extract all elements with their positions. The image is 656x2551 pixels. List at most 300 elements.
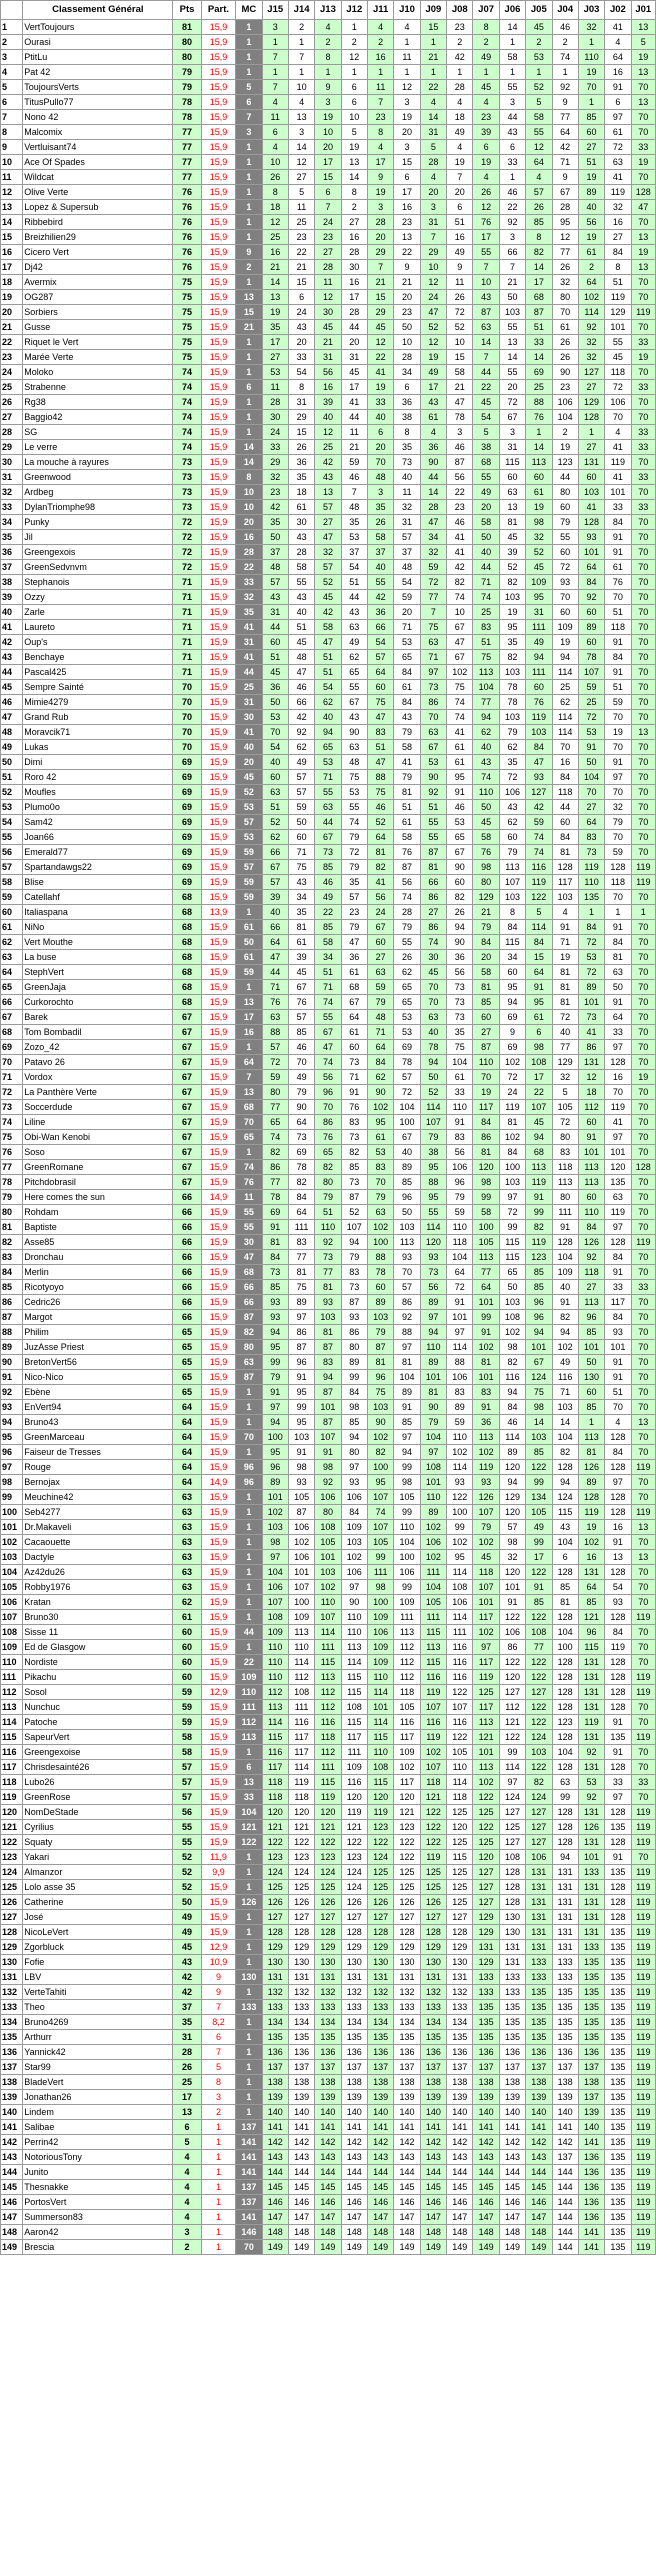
table-cell: 3 (394, 140, 420, 155)
table-cell: 100 (394, 1115, 420, 1130)
table-cell: 149 (262, 2240, 288, 2255)
table-cell: 30 (262, 410, 288, 425)
table-cell: 122 (473, 1820, 499, 1835)
table-cell: 41 (341, 395, 367, 410)
table-cell: 71 (288, 845, 314, 860)
table-cell: 101 (447, 1310, 473, 1325)
table-cell: 113 (394, 1625, 420, 1640)
table-cell: 8 (341, 185, 367, 200)
table-cell: 131 (578, 1700, 604, 1715)
table-cell: 138 (262, 2075, 288, 2090)
table-cell: 44 (552, 800, 578, 815)
table-cell: 17 (420, 380, 446, 395)
table-cell: 29 (367, 305, 393, 320)
table-cell: 58 (473, 515, 499, 530)
table-cell: 84 (341, 1505, 367, 1520)
table-cell: 69 (394, 1040, 420, 1055)
table-row (1, 1715, 656, 1730)
table-cell: 20 (447, 185, 473, 200)
table-cell: 13 (236, 1775, 262, 1790)
table-cell: 110 (367, 1745, 393, 1760)
table-cell: 49 (526, 1520, 552, 1535)
table-cell: 135 (473, 2000, 499, 2015)
rank-cell: 148 (1, 2225, 23, 2240)
table-cell: 15,9 (201, 425, 235, 440)
table-cell: 15,9 (201, 1055, 235, 1070)
table-cell: 1 (262, 65, 288, 80)
table-cell: 45 (473, 80, 499, 95)
table-cell: 136 (578, 2165, 604, 2180)
table-cell: 70 (631, 1580, 655, 1595)
player-name: Nunchuc (23, 1700, 173, 1715)
table-cell: 1 (236, 1595, 262, 1610)
table-cell: 45 (473, 395, 499, 410)
rank-cell: 66 (1, 995, 23, 1010)
table-cell: 63 (605, 1190, 631, 1205)
table-cell: 138 (578, 2075, 604, 2090)
table-cell: 22 (420, 80, 446, 95)
table-cell: 54 (341, 560, 367, 575)
table-cell: 85 (394, 1175, 420, 1190)
rank-cell: 100 (1, 1505, 23, 1520)
table-cell: 1 (236, 1850, 262, 1865)
table-cell: 70 (631, 110, 655, 125)
table-cell: 94 (526, 650, 552, 665)
table-cell: 11 (367, 80, 393, 95)
table-cell: 112 (315, 1745, 341, 1760)
points-cell: 68 (173, 905, 201, 920)
table-cell: 139 (262, 2090, 288, 2105)
table-cell: 128 (552, 1565, 578, 1580)
table-cell: 62 (288, 740, 314, 755)
table-cell: 98 (526, 515, 552, 530)
table-cell: 20 (473, 500, 499, 515)
table-cell: 4 (420, 95, 446, 110)
table-cell: 115 (578, 1640, 604, 1655)
player-name: Moravcik71 (23, 725, 173, 740)
rank-cell: 127 (1, 1910, 23, 1925)
table-cell: 97 (420, 1310, 446, 1325)
table-cell: 27 (578, 380, 604, 395)
table-cell: 15,9 (201, 1805, 235, 1820)
table-cell: 5 (526, 905, 552, 920)
table-cell: 125 (473, 1685, 499, 1700)
table-cell: 91 (578, 1130, 604, 1145)
column-header: J12 (341, 1, 367, 20)
table-cell: 128 (552, 1835, 578, 1850)
table-cell: 119 (631, 1835, 655, 1850)
table-cell: 139 (473, 2090, 499, 2105)
table-cell: 89 (367, 1295, 393, 1310)
table-cell: 10 (341, 110, 367, 125)
table-cell: 135 (605, 2000, 631, 2015)
table-cell: 26 (447, 905, 473, 920)
table-cell: 91 (605, 1715, 631, 1730)
table-cell: 60 (473, 1010, 499, 1025)
table-cell: 33 (288, 350, 314, 365)
table-cell: 100 (552, 1640, 578, 1655)
table-cell: 112 (394, 1655, 420, 1670)
table-row (1, 860, 656, 875)
table-cell: 110 (236, 1685, 262, 1700)
table-cell: 1 (236, 2090, 262, 2105)
table-cell: 115 (367, 1730, 393, 1745)
table-cell: 146 (420, 2195, 446, 2210)
table-cell: 101 (605, 320, 631, 335)
table-cell: 143 (262, 2150, 288, 2165)
points-cell: 75 (173, 290, 201, 305)
table-cell: 114 (552, 710, 578, 725)
table-cell: 91 (341, 1085, 367, 1100)
table-cell: 145 (473, 2180, 499, 2195)
table-cell: 33 (447, 1085, 473, 1100)
table-cell: 15,9 (201, 1700, 235, 1715)
table-cell: 129 (473, 1955, 499, 1970)
table-cell: 42 (315, 605, 341, 620)
rank-cell: 93 (1, 1400, 23, 1415)
table-cell: 1 (499, 170, 525, 185)
table-cell: 143 (341, 2150, 367, 2165)
table-cell: 140 (578, 2120, 604, 2135)
rank-cell: 30 (1, 455, 23, 470)
table-cell: 23 (315, 230, 341, 245)
table-cell: 26 (473, 185, 499, 200)
points-cell: 76 (173, 185, 201, 200)
table-cell: 137 (341, 2060, 367, 2075)
table-cell: 119 (631, 2150, 655, 2165)
table-cell: 143 (473, 2150, 499, 2165)
table-cell: 53 (394, 1010, 420, 1025)
table-cell: 84 (499, 1145, 525, 1160)
table-cell: 15,9 (201, 935, 235, 950)
table-cell: 67 (420, 740, 446, 755)
table-cell: 96 (526, 1310, 552, 1325)
table-cell: 55 (315, 1010, 341, 1025)
table-cell: 119 (631, 860, 655, 875)
rank-cell: 38 (1, 575, 23, 590)
table-cell: 86 (262, 1160, 288, 1175)
table-cell: 1 (236, 365, 262, 380)
player-name: Pat 42 (23, 65, 173, 80)
table-cell: 15 (420, 20, 446, 35)
points-cell: 67 (173, 1175, 201, 1190)
table-cell: 57 (315, 500, 341, 515)
table-cell: 7 (262, 80, 288, 95)
table-cell: 63 (236, 1355, 262, 1370)
table-cell: 64 (552, 125, 578, 140)
table-cell: 146 (499, 2195, 525, 2210)
table-cell: 79 (341, 920, 367, 935)
points-cell: 68 (173, 950, 201, 965)
points-cell: 80 (173, 50, 201, 65)
table-cell: 128 (262, 1925, 288, 1940)
table-cell: 132 (315, 1985, 341, 2000)
rank-cell: 126 (1, 1895, 23, 1910)
table-cell: 128 (605, 1910, 631, 1925)
rank-cell: 26 (1, 395, 23, 410)
table-cell: 27 (341, 215, 367, 230)
points-cell: 72 (173, 545, 201, 560)
table-cell: 55 (526, 125, 552, 140)
table-cell: 109 (552, 620, 578, 635)
table-cell: 75 (367, 695, 393, 710)
table-cell: 133 (526, 1955, 552, 1970)
rank-cell: 49 (1, 740, 23, 755)
rank-cell: 69 (1, 1040, 23, 1055)
table-cell: 103 (526, 1430, 552, 1445)
table-cell: 51 (605, 680, 631, 695)
table-row (1, 1490, 656, 1505)
table-cell: 142 (526, 2135, 552, 2150)
table-cell: 31 (236, 695, 262, 710)
table-cell: 60 (341, 1040, 367, 1055)
points-cell: 5 (173, 2135, 201, 2150)
rank-cell: 104 (1, 1565, 23, 1580)
table-cell: 50 (394, 1205, 420, 1220)
table-cell: 95 (552, 215, 578, 230)
table-cell: 139 (526, 2090, 552, 2105)
table-cell: 57 (394, 1280, 420, 1295)
table-row (1, 845, 656, 860)
table-cell: 46 (499, 1415, 525, 1430)
table-cell: 82 (262, 1145, 288, 1160)
table-cell: 70 (631, 1430, 655, 1445)
table-cell: 71 (552, 1385, 578, 1400)
table-cell: 99 (499, 1745, 525, 1760)
table-cell: 142 (262, 2135, 288, 2150)
table-cell: 103 (367, 1400, 393, 1415)
table-cell: 19 (631, 50, 655, 65)
table-cell: 87 (341, 1190, 367, 1205)
table-row (1, 605, 656, 620)
table-cell: 46 (341, 470, 367, 485)
table-cell: 111 (526, 665, 552, 680)
table-cell: 112 (288, 1670, 314, 1685)
table-cell: 147 (473, 2210, 499, 2225)
table-cell: 136 (578, 2195, 604, 2210)
table-cell: 149 (499, 2240, 525, 2255)
table-cell: 86 (499, 1640, 525, 1655)
points-cell: 52 (173, 1865, 201, 1880)
table-cell: 1 (578, 1415, 604, 1430)
table-cell: 50 (262, 530, 288, 545)
rank-cell: 8 (1, 125, 23, 140)
table-cell: 5 (236, 80, 262, 95)
table-cell: 102 (420, 1550, 446, 1565)
table-cell: 142 (552, 2135, 578, 2150)
table-cell: 91 (605, 1850, 631, 1865)
table-cell: 101 (578, 545, 604, 560)
points-cell: 68 (173, 920, 201, 935)
table-cell: 117 (288, 1730, 314, 1745)
table-cell: 63 (552, 1775, 578, 1790)
table-cell: 140 (499, 2105, 525, 2120)
table-cell: 7 (499, 260, 525, 275)
table-cell: 67 (367, 920, 393, 935)
table-cell: 94 (473, 710, 499, 725)
table-cell: 149 (526, 2240, 552, 2255)
table-cell: 47 (341, 935, 367, 950)
table-cell: 142 (473, 2135, 499, 2150)
table-cell: 136 (499, 2045, 525, 2060)
table-cell: 66 (367, 620, 393, 635)
table-cell: 15,9 (201, 65, 235, 80)
player-name: GreenSedvnvm (23, 560, 173, 575)
table-cell: 25 (526, 380, 552, 395)
table-cell: 127 (578, 365, 604, 380)
table-cell: 17 (341, 380, 367, 395)
table-cell: 104 (552, 1535, 578, 1550)
table-cell: 95 (526, 995, 552, 1010)
table-cell: 83 (552, 1145, 578, 1160)
table-cell: 148 (499, 2225, 525, 2240)
table-cell: 1 (578, 425, 604, 440)
table-cell: 1 (236, 410, 262, 425)
table-cell: 6 (262, 125, 288, 140)
table-cell: 101 (578, 1850, 604, 1865)
table-cell: 125 (394, 1880, 420, 1895)
table-cell: 40 (262, 905, 288, 920)
table-cell: 6 (473, 140, 499, 155)
player-name: Meuchine42 (23, 1490, 173, 1505)
table-cell: 47 (315, 530, 341, 545)
points-cell: 65 (173, 1370, 201, 1385)
table-cell: 6 (288, 290, 314, 305)
table-cell: 125 (394, 1865, 420, 1880)
table-cell: 137 (394, 2060, 420, 2075)
table-row (1, 245, 656, 260)
table-cell: 14 (499, 350, 525, 365)
table-cell: 15,9 (201, 680, 235, 695)
table-row (1, 1235, 656, 1250)
table-cell: 95 (367, 1115, 393, 1130)
table-cell: 116 (420, 1670, 446, 1685)
table-cell: 25 (262, 230, 288, 245)
table-cell: 130 (315, 1955, 341, 1970)
points-cell: 73 (173, 500, 201, 515)
table-cell: 112 (262, 1685, 288, 1700)
table-cell: 15,9 (201, 1235, 235, 1250)
table-cell: 79 (420, 1130, 446, 1145)
table-cell: 40 (315, 410, 341, 425)
table-cell: 101 (605, 1340, 631, 1355)
table-cell: 41 (447, 530, 473, 545)
table-cell: 141 (288, 2120, 314, 2135)
rank-cell: 101 (1, 1520, 23, 1535)
rank-cell: 132 (1, 1985, 23, 2000)
table-cell: 49 (420, 365, 446, 380)
table-cell: 91 (605, 665, 631, 680)
table-cell: 145 (315, 2180, 341, 2195)
table-cell: 19 (473, 1085, 499, 1100)
table-cell: 76 (473, 215, 499, 230)
table-cell: 25 (552, 680, 578, 695)
table-cell: 9,9 (201, 1865, 235, 1880)
table-row (1, 2030, 656, 2045)
table-row (1, 1820, 656, 1835)
player-name: Ribbebird (23, 215, 173, 230)
table-cell: 127 (315, 1910, 341, 1925)
table-cell: 110 (262, 1670, 288, 1685)
points-cell: 67 (173, 1010, 201, 1025)
points-cell: 73 (173, 485, 201, 500)
player-name: La Panthère Verte (23, 1085, 173, 1100)
table-cell: 52 (526, 545, 552, 560)
table-cell: 135 (526, 2015, 552, 2030)
table-cell: 60 (578, 635, 604, 650)
rank-cell: 28 (1, 425, 23, 440)
table-cell: 131 (526, 1910, 552, 1925)
table-cell: 141 (341, 2120, 367, 2135)
table-cell: 146 (526, 2195, 552, 2210)
player-name: GreenRomane (23, 1160, 173, 1175)
table-cell: 140 (420, 2105, 446, 2120)
table-cell: 31 (341, 350, 367, 365)
table-cell: 19 (631, 155, 655, 170)
table-cell: 126 (473, 1490, 499, 1505)
table-cell: 66 (499, 245, 525, 260)
table-cell: 33 (499, 155, 525, 170)
rank-cell: 20 (1, 305, 23, 320)
player-name: Summerson83 (23, 2210, 173, 2225)
table-cell: 102 (447, 1445, 473, 1460)
table-cell: 15,9 (201, 800, 235, 815)
table-cell: 70 (420, 995, 446, 1010)
table-cell: 45 (499, 530, 525, 545)
table-cell: 114 (447, 1775, 473, 1790)
points-cell: 71 (173, 620, 201, 635)
table-cell: 11 (341, 425, 367, 440)
table-cell: 97 (605, 1790, 631, 1805)
rank-cell: 112 (1, 1685, 23, 1700)
table-cell: 77 (262, 1175, 288, 1190)
table-cell: 32 (605, 200, 631, 215)
table-cell: 104 (236, 1805, 262, 1820)
table-cell: 102 (367, 1100, 393, 1115)
table-cell: 27 (315, 245, 341, 260)
table-cell: 110 (262, 1655, 288, 1670)
table-cell: 30 (315, 305, 341, 320)
table-cell: 110 (473, 785, 499, 800)
table-cell: 103 (499, 665, 525, 680)
table-cell: 70 (631, 1115, 655, 1130)
table-cell: 6 (367, 425, 393, 440)
table-cell: 127 (499, 1835, 525, 1850)
table-cell: 15,9 (201, 830, 235, 845)
table-cell: 131 (526, 1940, 552, 1955)
table-cell: 142 (367, 2135, 393, 2150)
table-cell: 1 (236, 980, 262, 995)
rank-cell: 90 (1, 1355, 23, 1370)
player-name: Plumo0o (23, 800, 173, 815)
table-cell: 135 (605, 2150, 631, 2165)
table-cell: 107 (315, 1610, 341, 1625)
table-cell: 81 (499, 1115, 525, 1130)
player-name: Mimie4279 (23, 695, 173, 710)
player-name: Sempre Sainté (23, 680, 173, 695)
table-cell: 70 (367, 455, 393, 470)
table-cell: 122 (526, 1565, 552, 1580)
table-cell: 13 (631, 65, 655, 80)
player-name: Asse85 (23, 1235, 173, 1250)
table-cell: 22 (394, 245, 420, 260)
table-row (1, 545, 656, 560)
table-cell: 6 (552, 1550, 578, 1565)
table-cell: 18 (262, 200, 288, 215)
table-cell: 103 (526, 725, 552, 740)
table-cell: 147 (315, 2210, 341, 2225)
rank-cell: 79 (1, 1190, 23, 1205)
